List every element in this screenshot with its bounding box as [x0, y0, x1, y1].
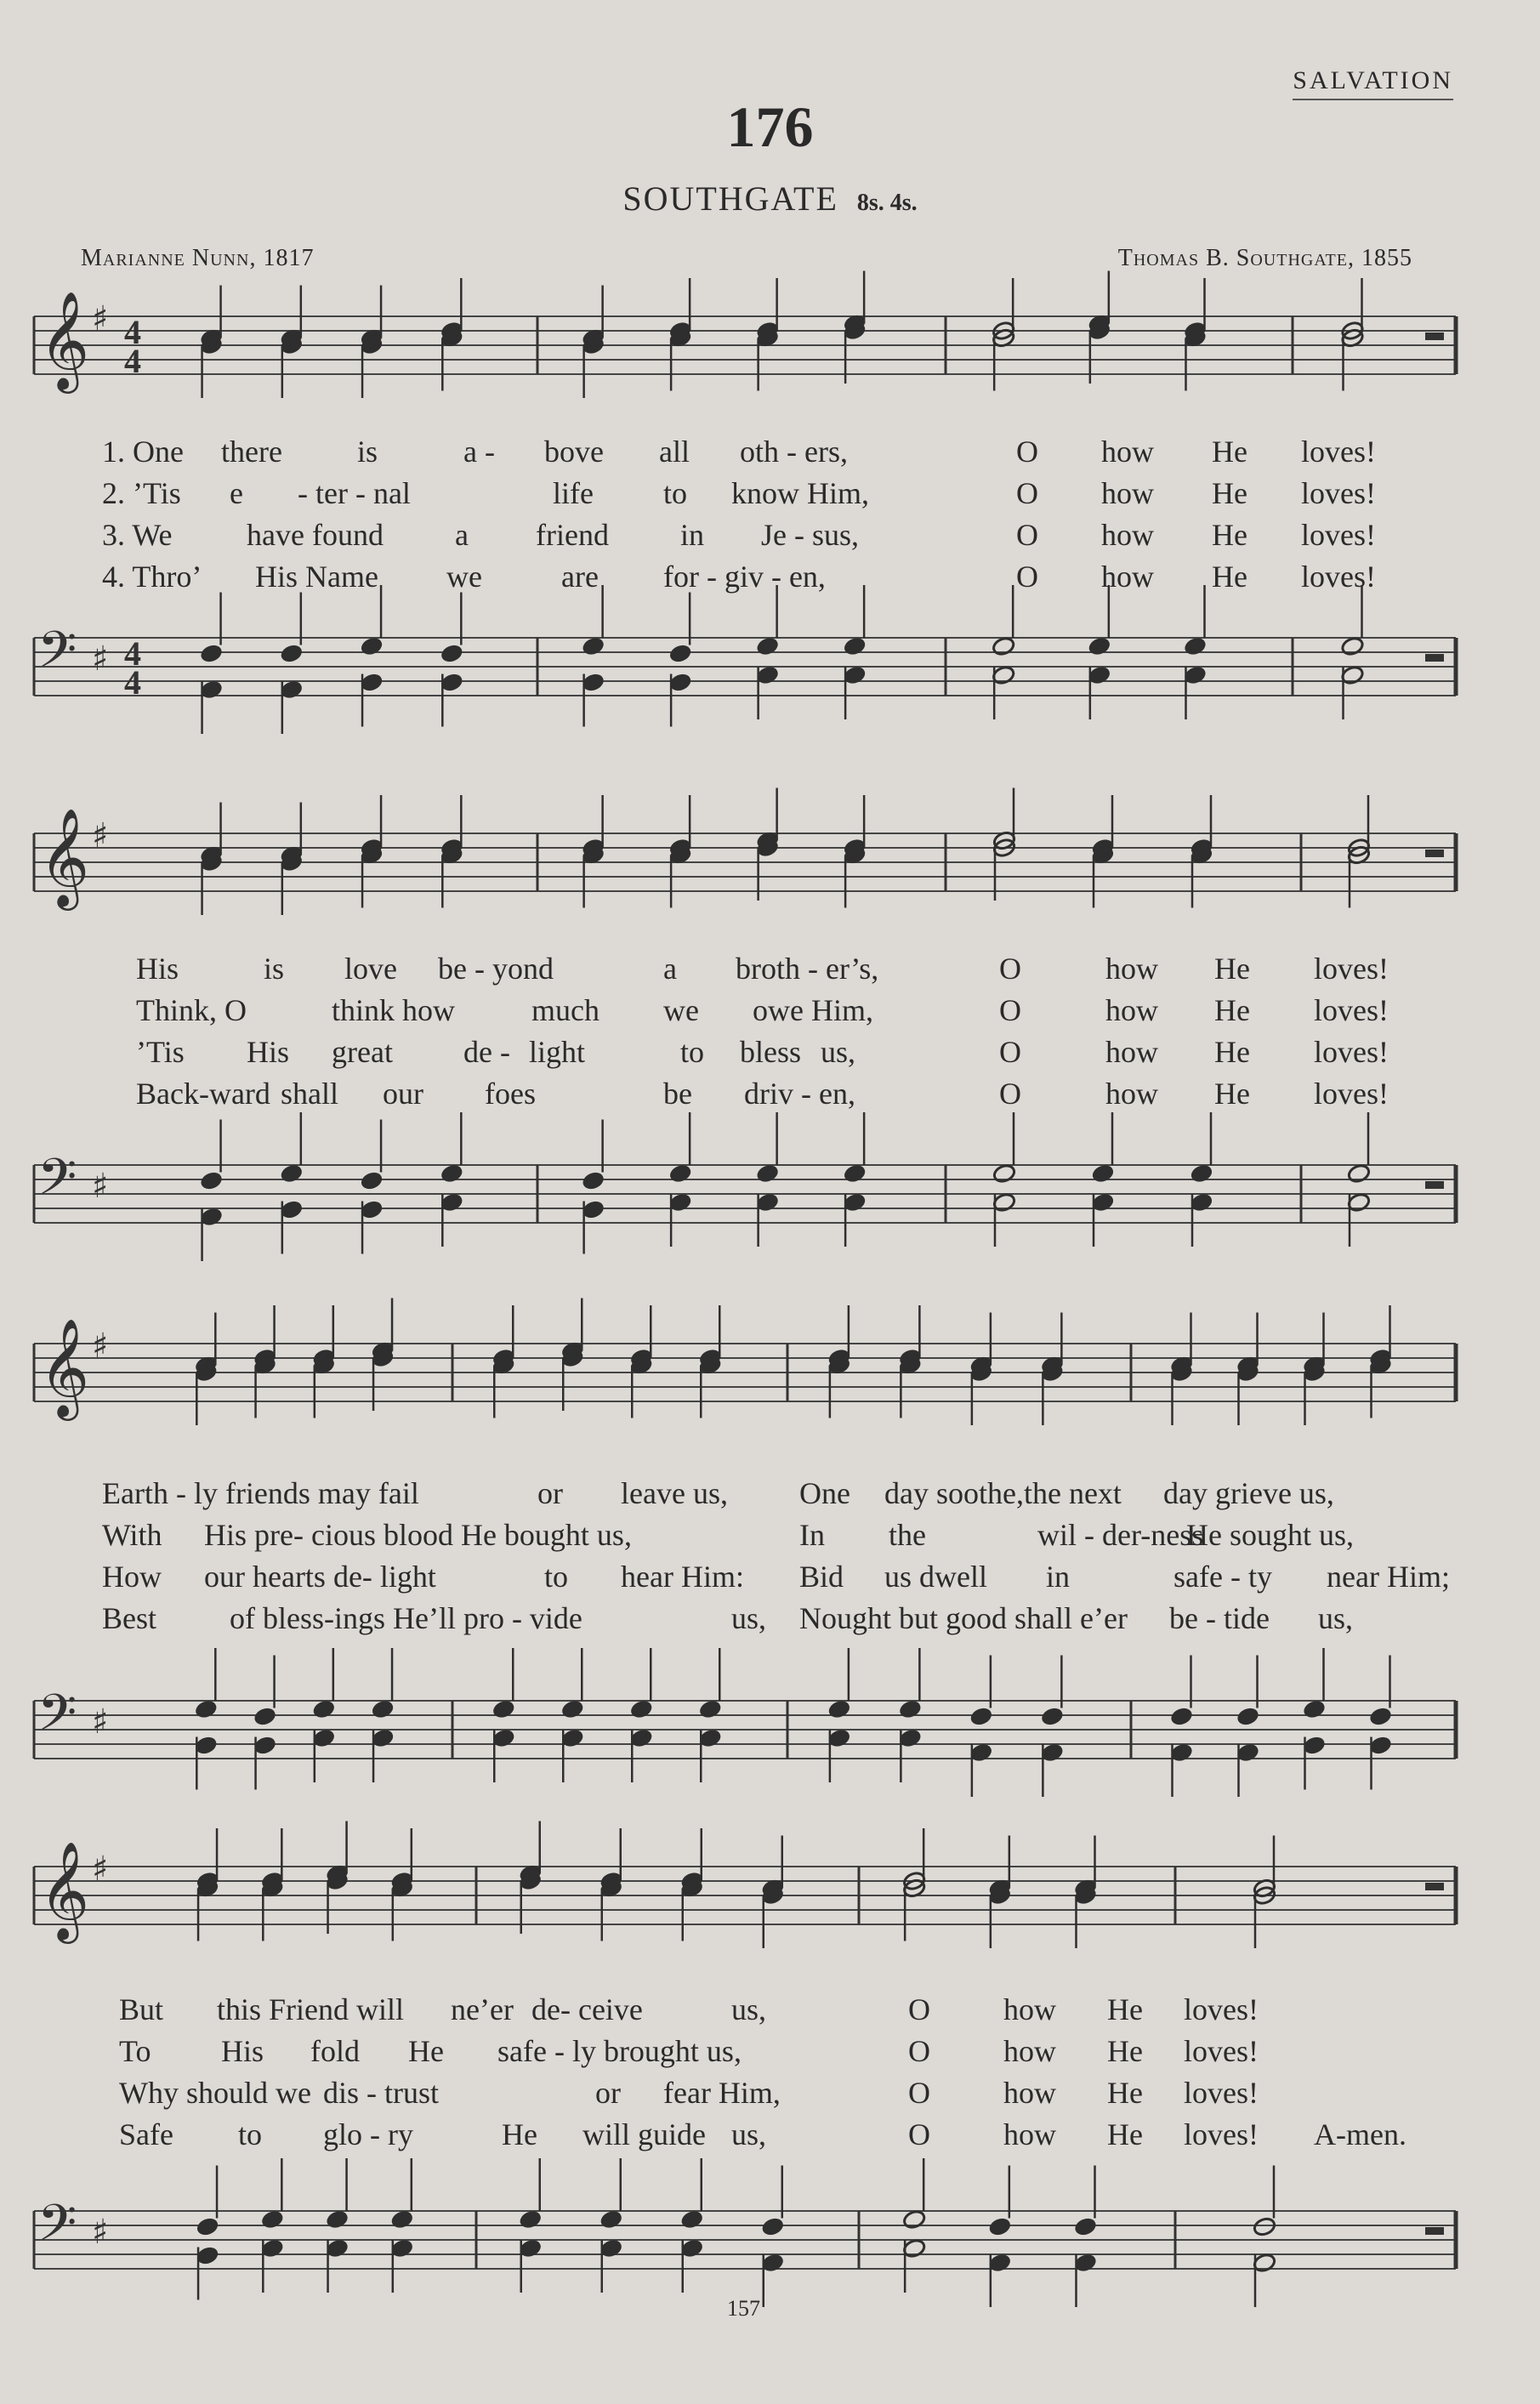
lyric-syllable: He — [1107, 2034, 1143, 2068]
whole-rest — [1425, 2227, 1444, 2235]
note-head — [390, 2209, 415, 2231]
lyric-syllable: loves! — [1314, 952, 1389, 986]
lyric-syllable: But — [119, 1992, 164, 2026]
bass-staff — [34, 2193, 1456, 2269]
bass-notes — [196, 2158, 1444, 2307]
lyric-syllable: will guide — [582, 2117, 706, 2151]
lyric-syllable: He — [502, 2117, 537, 2151]
note-head — [194, 1699, 219, 1720]
page-number: 157 — [727, 2296, 760, 2321]
key-sharp: ♯ — [92, 1167, 109, 1206]
lyric-syllable: how — [1101, 518, 1154, 552]
note-head — [196, 2216, 220, 2237]
lyric-syllable: how — [1105, 1035, 1158, 1069]
lyric-syllable: how — [1101, 560, 1154, 594]
treble-notes — [196, 1821, 1444, 1949]
note-head — [599, 2209, 623, 2231]
lyric-verse-1 — [0, 1992, 1540, 2033]
bass-notes — [199, 585, 1444, 734]
lyric-syllable: bless — [740, 1035, 801, 1069]
whole-rest — [1425, 1883, 1444, 1890]
lyric-syllable: He — [1107, 2117, 1143, 2151]
note-head — [668, 1163, 693, 1185]
bass-clef: 𝄢 — [37, 2193, 77, 2265]
author-credit: Marianne Nunn, 1817 — [81, 245, 315, 271]
lyric-syllable: wil - der-ness — [1037, 1518, 1204, 1552]
lyric-verse-2 — [0, 2033, 1540, 2075]
lyric-syllable: ’Tis — [136, 1035, 185, 1069]
treble-clef: 𝄞 — [39, 1317, 90, 1417]
lyric-syllable: loves! — [1301, 518, 1376, 552]
tune-name: SOUTHGATE — [622, 179, 838, 218]
lyric-syllable: a - — [463, 435, 495, 469]
lyric-syllable: loves! — [1184, 1992, 1259, 2026]
lyric-syllable: how — [1003, 2117, 1056, 2151]
lyric-verse-3 — [0, 1559, 1540, 1600]
lyric-verse-3 — [0, 1034, 1540, 1076]
lyric-syllable: day soothe,the next — [884, 1476, 1122, 1510]
note-head — [843, 636, 867, 657]
lyric-syllable: O — [908, 2034, 930, 2068]
lyric-syllable: He — [1214, 993, 1250, 1027]
lyric-syllable: us, — [821, 1035, 856, 1069]
lyric-syllable: O — [1016, 518, 1038, 552]
lyric-syllable: us, — [731, 2117, 767, 2151]
note-head — [325, 2209, 349, 2231]
note-head — [360, 636, 384, 657]
note-head — [755, 1163, 780, 1185]
lyric-syllable: to — [544, 1560, 569, 1594]
key-sharp: ♯ — [92, 2213, 109, 2252]
lyric-syllable: He — [408, 2034, 444, 2068]
note-head — [679, 2209, 704, 2231]
note-head — [1253, 2216, 1277, 2237]
lyric-syllable: how — [1101, 435, 1154, 469]
lyric-syllable: to — [238, 2117, 263, 2151]
lyric-syllable: His — [136, 952, 179, 986]
treble-notes — [194, 1299, 1393, 1426]
lyric-syllable: for - giv - en, — [663, 560, 826, 594]
lyric-syllable: Back-ward — [136, 1077, 270, 1111]
note-head — [843, 1163, 867, 1185]
key-sharp: ♯ — [92, 299, 109, 338]
note-head — [371, 1699, 395, 1720]
lyric-syllable: love — [344, 952, 397, 986]
note-head — [760, 2216, 785, 2237]
whole-rest — [1425, 654, 1444, 662]
lyric-syllable: In — [799, 1518, 825, 1552]
treble-clef: 𝄞 — [39, 807, 90, 906]
note-head — [1040, 1706, 1065, 1727]
lyric-syllable: all — [659, 435, 690, 469]
lyric-syllable: safe - ty — [1173, 1560, 1272, 1594]
note-head — [992, 1163, 1017, 1185]
lyric-syllable: Earth - ly friends may fail — [102, 1476, 419, 1510]
lyric-syllable: great — [332, 1035, 393, 1069]
lyric-syllable: 2. ’Tis — [102, 476, 181, 510]
lyric-syllable: He — [1212, 560, 1247, 594]
bass-system-3 — [0, 1624, 1540, 1811]
lyric-syllable: 1. One — [102, 435, 184, 469]
note-head — [902, 2209, 927, 2231]
lyric-syllable: we — [663, 993, 699, 1027]
lyric-syllable: 4. Thro’ — [102, 560, 202, 594]
lyric-syllable: is — [357, 435, 378, 469]
lyric-syllable: our — [383, 1077, 423, 1111]
lyric-syllable: loves! — [1301, 435, 1376, 469]
time-signature-top: 4 — [124, 313, 141, 351]
lyric-syllable: this Friend will — [217, 1992, 405, 2026]
whole-rest — [1425, 850, 1444, 857]
lyric-syllable: driv - en, — [744, 1077, 855, 1111]
lyric-syllable: He — [1212, 518, 1247, 552]
lyric-syllable: in — [1046, 1560, 1071, 1594]
lyric-syllable: us dwell — [884, 1560, 987, 1594]
lyric-syllable: O — [908, 2117, 930, 2151]
note-head — [969, 1706, 994, 1727]
lyric-syllable: us, — [731, 1992, 767, 2026]
lyric-syllable: life — [553, 476, 594, 510]
lyric-syllable: are — [561, 560, 599, 594]
lyric-syllable: He — [1107, 1992, 1143, 2026]
lyric-syllable: there — [221, 435, 282, 469]
lyrics-system-3 — [0, 1475, 1540, 1642]
note-head — [280, 1163, 304, 1185]
lyric-syllable: our hearts de- light — [204, 1560, 436, 1594]
lyric-syllable: loves! — [1314, 1077, 1389, 1111]
lyric-syllable: He — [1214, 1077, 1250, 1111]
lyric-syllable: O — [999, 1035, 1021, 1069]
note-head — [1091, 1163, 1116, 1185]
lyric-syllable: He — [1212, 476, 1247, 510]
note-head — [1190, 1163, 1214, 1185]
lyric-syllable: how — [1105, 1077, 1158, 1111]
note-head — [992, 636, 1016, 657]
lyric-syllable: a — [455, 518, 469, 552]
time-signature-bottom: 4 — [124, 663, 141, 702]
lyric-syllable: how — [1003, 2034, 1056, 2068]
lyric-verse-3 — [0, 517, 1540, 559]
key-sharp: ♯ — [92, 1327, 109, 1366]
lyric-syllable: be - tide — [1169, 1601, 1270, 1635]
note-head — [629, 1699, 654, 1720]
lyric-syllable: To — [119, 2034, 151, 2068]
lyric-syllable: glo - ry — [323, 2117, 413, 2151]
lyric-syllable: oth - ers, — [740, 435, 848, 469]
note-head — [312, 1699, 337, 1720]
lyric-syllable: shall — [281, 1077, 338, 1111]
bass-notes — [194, 1648, 1393, 1797]
lyric-syllable: His Name — [255, 560, 378, 594]
lyric-syllable: Bid — [799, 1560, 844, 1594]
lyric-syllable: O — [999, 993, 1021, 1027]
note-head — [253, 1706, 277, 1727]
note-head — [260, 2209, 285, 2231]
lyric-syllable: bove — [544, 435, 604, 469]
lyric-syllable: know Him, — [731, 476, 869, 510]
note-head — [492, 1699, 516, 1720]
lyric-syllable: how — [1003, 2076, 1056, 2110]
bass-clef: 𝄢 — [37, 1147, 77, 1219]
lyric-syllable: Best — [102, 1601, 157, 1635]
lyric-syllable: in — [680, 518, 705, 552]
lyric-syllable: day grieve us, — [1163, 1476, 1334, 1510]
lyric-syllable: Safe — [119, 2117, 173, 2151]
lyric-syllable: With — [102, 1518, 162, 1552]
tune-title — [0, 179, 1540, 219]
lyric-syllable: O — [908, 1992, 930, 2026]
bass-clef: 𝄢 — [37, 620, 77, 691]
lyric-syllable: - ter - nal — [298, 476, 411, 510]
note-head — [1183, 636, 1208, 657]
lyric-syllable: O — [1016, 476, 1038, 510]
lyric-syllable: O — [1016, 435, 1038, 469]
treble-clef: 𝄞 — [39, 290, 90, 389]
note-head — [360, 1170, 384, 1191]
lyric-syllable: He sought us, — [1186, 1518, 1354, 1552]
lyric-syllable: how — [1105, 993, 1158, 1027]
lyric-syllable: friend — [536, 518, 609, 552]
lyric-syllable: much — [531, 993, 600, 1027]
note-head — [1169, 1706, 1194, 1727]
lyric-syllable: loves! — [1314, 1035, 1389, 1069]
lyric-syllable: a — [663, 952, 677, 986]
lyric-verse-1 — [0, 1475, 1540, 1517]
lyric-syllable: His pre- cious blood He bought us, — [204, 1518, 632, 1552]
treble-system-1 — [0, 248, 1540, 418]
lyric-syllable: or — [595, 2076, 621, 2110]
lyric-syllable: think how — [332, 993, 456, 1027]
bass-staff — [34, 620, 1456, 702]
note-head — [199, 643, 224, 664]
lyric-syllable: to — [680, 1035, 705, 1069]
treble-system-4 — [0, 1799, 1540, 1969]
key-sharp: ♯ — [92, 816, 109, 855]
lyric-syllable: us, — [1318, 1601, 1354, 1635]
lyric-syllable: How — [102, 1560, 162, 1594]
treble-system-2 — [0, 765, 1540, 935]
lyric-syllable: 3. We — [102, 518, 173, 552]
note-head — [1088, 636, 1112, 657]
lyric-syllable: loves! — [1184, 2076, 1259, 2110]
note-head — [1340, 636, 1365, 657]
note-head — [668, 643, 693, 664]
lyric-syllable: He — [1214, 1035, 1250, 1069]
time-signature-bottom: 4 — [124, 342, 141, 380]
lyric-syllable: broth - er’s, — [736, 952, 879, 986]
note-head — [827, 1699, 852, 1720]
lyric-syllable: He — [1107, 2076, 1143, 2110]
note-head — [698, 1699, 723, 1720]
lyric-syllable: safe - ly brought us, — [497, 2034, 742, 2068]
lyric-syllable: how — [1105, 952, 1158, 986]
lyric-syllable: be - yond — [438, 952, 554, 986]
lyric-syllable: or — [537, 1476, 563, 1510]
lyric-syllable: hear Him: — [621, 1560, 744, 1594]
lyric-syllable: how — [1101, 476, 1154, 510]
note-head — [280, 643, 304, 664]
lyric-syllable: loves! — [1314, 993, 1389, 1027]
lyrics-system-4 — [0, 1992, 1540, 2158]
lyric-syllable: have found — [247, 518, 384, 552]
note-head — [440, 1163, 464, 1185]
tune-meter: 8s. 4s. — [856, 190, 918, 216]
lyric-syllable: Think, O — [136, 993, 247, 1027]
lyric-syllable: His — [221, 2034, 264, 2068]
whole-rest — [1425, 332, 1444, 340]
note-head — [755, 636, 780, 657]
lyric-verse-2 — [0, 475, 1540, 517]
lyric-syllable: loves! — [1301, 560, 1376, 594]
note-head — [1073, 2216, 1098, 2237]
note-head — [898, 1699, 923, 1720]
bass-system-1 — [0, 561, 1540, 748]
lyric-syllable: loves! — [1184, 2117, 1259, 2151]
lyric-syllable: fear Him, — [663, 2076, 781, 2110]
note-head — [1368, 1706, 1393, 1727]
time-signature-top: 4 — [124, 634, 141, 673]
lyric-syllable: He — [1214, 952, 1250, 986]
note-head — [581, 1170, 605, 1191]
hymn-number: 176 — [726, 94, 814, 159]
lyric-syllable: near Him; — [1327, 1560, 1450, 1594]
lyric-syllable: e — [230, 476, 243, 510]
note-head — [1236, 1706, 1260, 1727]
lyric-syllable: us, — [731, 1601, 767, 1635]
treble-staff — [34, 1840, 1456, 1944]
lyric-syllable: Je - sus, — [761, 518, 859, 552]
note-head — [560, 1699, 585, 1720]
lyric-syllable: He — [1212, 435, 1247, 469]
note-head — [1302, 1699, 1327, 1720]
lyric-syllable: O — [908, 2076, 930, 2110]
bass-system-4 — [0, 2134, 1540, 2322]
lyric-syllable: is — [264, 952, 285, 986]
lyric-verse-2 — [0, 992, 1540, 1034]
bass-staff — [34, 1147, 1456, 1223]
key-sharp: ♯ — [92, 1702, 109, 1742]
note-head — [988, 2216, 1013, 2237]
note-head — [581, 636, 605, 657]
treble-system-3 — [0, 1276, 1540, 1446]
lyric-syllable: be — [663, 1077, 692, 1111]
lyric-syllable: loves! — [1184, 2034, 1259, 2068]
lyric-syllable: dis - trust — [323, 2076, 440, 2110]
lyric-syllable: de - — [463, 1035, 510, 1069]
lyric-syllable: light — [529, 1035, 586, 1069]
lyric-syllable: loves! — [1301, 476, 1376, 510]
treble-notes — [199, 788, 1444, 916]
lyric-syllable: owe Him, — [753, 993, 873, 1027]
note-head — [1347, 1163, 1372, 1185]
note-head — [199, 1170, 224, 1191]
note-head — [440, 643, 464, 664]
treble-staff — [34, 290, 1456, 394]
lyric-syllable: ne’er — [451, 1992, 514, 2026]
lyric-syllable: of bless-ings He’ll pro - vide — [230, 1601, 582, 1635]
lyric-verse-1 — [0, 951, 1540, 992]
lyric-syllable: fold — [310, 2034, 360, 2068]
lyric-syllable: to — [663, 476, 688, 510]
lyric-syllable: Nought but good shall e’er — [799, 1601, 1128, 1635]
lyric-verse-3 — [0, 2075, 1540, 2117]
bass-notes — [199, 1112, 1444, 1261]
composer-credit: Thomas B. Southgate, 1855 — [1117, 245, 1412, 271]
key-sharp: ♯ — [92, 1850, 109, 1889]
lyric-syllable: foes — [485, 1077, 536, 1111]
lyric-syllable: O — [999, 952, 1021, 986]
treble-clef: 𝄞 — [39, 1840, 90, 1940]
treble-staff — [34, 807, 1456, 911]
section-label: SALVATION — [1293, 66, 1453, 100]
bass-system-2 — [0, 1088, 1540, 1276]
whole-rest — [1425, 1181, 1444, 1189]
key-sharp: ♯ — [92, 639, 109, 679]
lyric-verse-1 — [0, 434, 1540, 475]
lyric-syllable: A-men. — [1314, 2117, 1406, 2151]
lyric-syllable: Why should we — [119, 2076, 311, 2110]
lyric-syllable: how — [1003, 1992, 1056, 2026]
bass-clef: 𝄢 — [37, 1683, 77, 1754]
lyric-syllable: leave us, — [621, 1476, 728, 1510]
lyric-syllable: we — [446, 560, 482, 594]
treble-notes — [199, 271, 1444, 399]
note-head — [518, 2209, 543, 2231]
lyric-syllable: O — [999, 1077, 1021, 1111]
lyric-syllable: O — [1016, 560, 1038, 594]
lyric-syllable: His — [247, 1035, 290, 1069]
lyric-verse-2 — [0, 1517, 1540, 1559]
lyric-syllable: One — [799, 1476, 850, 1510]
lyric-syllable: de- ceive — [531, 1992, 643, 2026]
lyric-syllable: the — [889, 1518, 926, 1552]
